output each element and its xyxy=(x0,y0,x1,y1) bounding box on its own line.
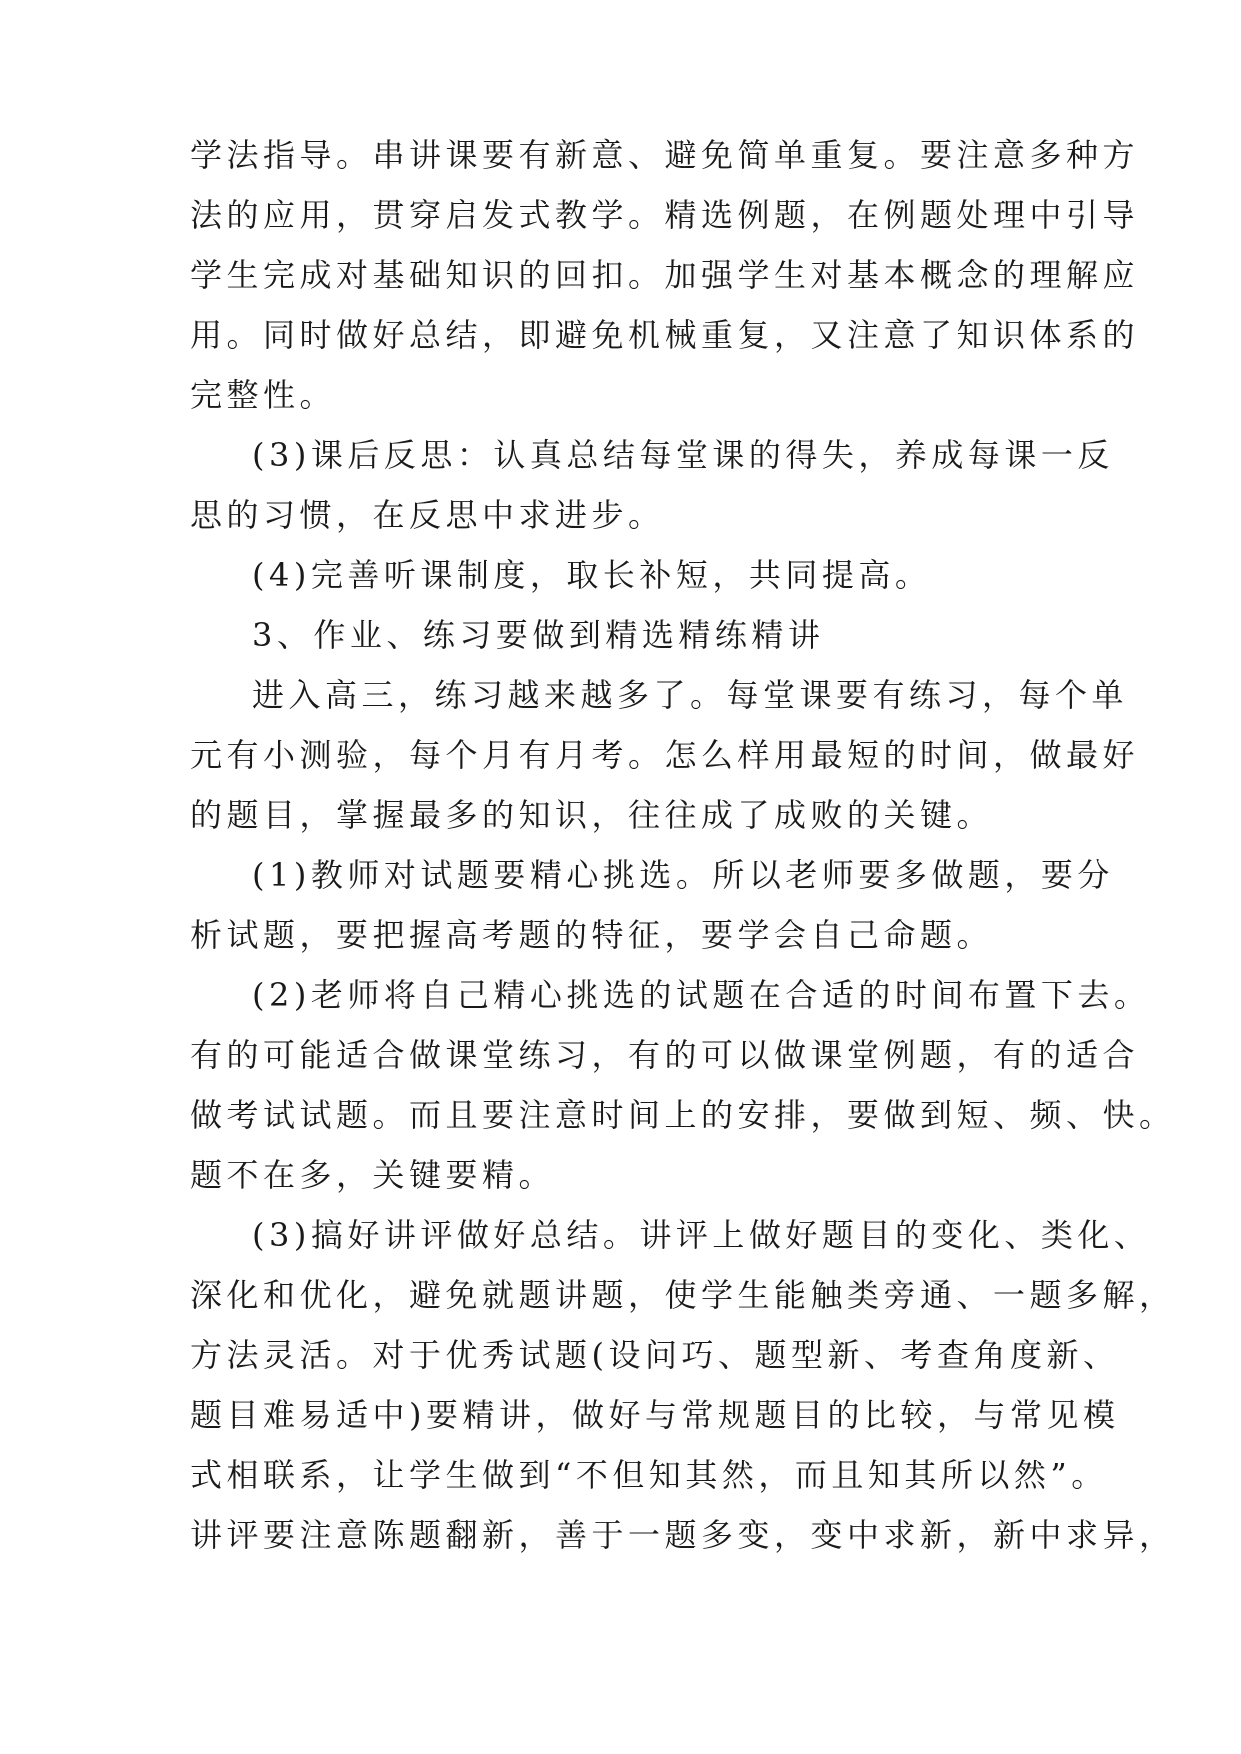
text-line: 题目难易适中)要精讲，做好与常规题目的比较，与常见模 xyxy=(190,1396,1120,1434)
text-line: 元有小测验，每个月有月考。怎么样用最短的时间，做最好 xyxy=(190,736,1140,774)
text-line: 学法指导。串讲课要有新意、避免简单重复。要注意多种方 xyxy=(190,136,1140,174)
section-heading: 3、作业、练习要做到精选精练精讲 xyxy=(252,616,825,654)
text-line: (1)教师对试题要精心挑选。所以老师要多做题，要分 xyxy=(252,856,1114,894)
text-line: 析试题，要把握高考题的特征，要学会自己命题。 xyxy=(190,916,994,954)
text-line: 用。同时做好总结，即避免机械重复，又注意了知识体系的 xyxy=(190,316,1140,354)
text-line: 做考试试题。而且要注意时间上的安排，要做到短、频、快。 xyxy=(190,1096,1176,1134)
text-line: (3)搞好讲评做好总结。讲评上做好题目的变化、类化、 xyxy=(252,1216,1151,1254)
text-line: 深化和优化，避免就题讲题，使学生能触类旁通、一题多解， xyxy=(190,1276,1176,1314)
text-line: (2)老师将自己精心挑选的试题在合适的时间布置下去。 xyxy=(252,976,1151,1014)
text-line: 有的可能适合做课堂练习，有的可以做课堂例题，有的适合 xyxy=(190,1036,1140,1074)
text-line: 学生完成对基础知识的回扣。加强学生对基本概念的理解应 xyxy=(190,256,1140,294)
text-line: 讲评要注意陈题翻新，善于一题多变，变中求新，新中求异， xyxy=(190,1516,1176,1554)
text-line: 完整性。 xyxy=(190,376,337,414)
text-line: 思的习惯，在反思中求进步。 xyxy=(190,496,665,534)
text-line: 题不在多，关键要精。 xyxy=(190,1156,556,1194)
text-line: 的题目，掌握最多的知识，往往成了成败的关键。 xyxy=(190,796,994,834)
text-line: (4)完善听课制度，取长补短，共同提高。 xyxy=(252,556,932,594)
text-line: 法的应用，贯穿启发式教学。精选例题，在例题处理中引导 xyxy=(190,196,1140,234)
text-line: (3)课后反思：认真总结每堂课的得失，养成每课一反 xyxy=(252,436,1114,474)
text-line: 进入高三，练习越来越多了。每堂课要有练习，每个单 xyxy=(252,676,1129,714)
text-line: 式相联系，让学生做到“不但知其然，而且知其所以然”。 xyxy=(190,1456,1108,1494)
text-line: 方法灵活。对于优秀试题(设问巧、题型新、考查角度新、 xyxy=(190,1336,1120,1374)
